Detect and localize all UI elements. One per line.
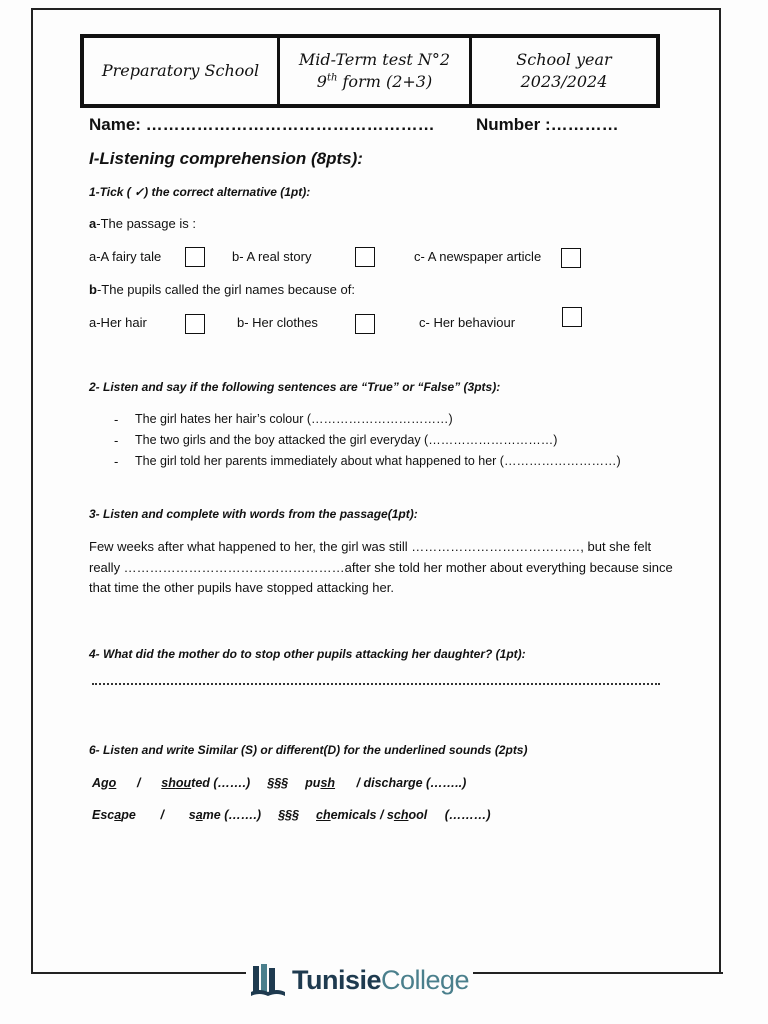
true-false-item-3: The girl told her parents immediately about what happened to her (………………………) [135, 454, 621, 468]
test-title: Mid-Term test N°2 [298, 50, 451, 70]
number-field: Number :………… [476, 115, 619, 134]
site-logo [246, 962, 473, 998]
option-1a-a: a-A fairy tale [89, 249, 162, 264]
completion-line-3: that time the other pupils have stopped attacking her. [89, 580, 394, 595]
name-field: Name: …………………………………………… [89, 115, 435, 134]
option-1a-c: c- A newspaper article [414, 249, 542, 264]
true-false-item-1: The girl hates her hair’s colour (……………………………) [135, 412, 453, 426]
school-name: Preparatory School [101, 61, 260, 81]
bullet-dash: - [114, 412, 119, 427]
option-1a-b: b- A real story [232, 249, 312, 264]
option-1b-b: b- Her clothes [237, 315, 318, 330]
completion-line-2: really ……………………………………………after she told her mother about everything because since [89, 560, 673, 575]
year-cell [472, 38, 656, 104]
book-icon [250, 962, 286, 998]
checkbox-1a-b[interactable] [355, 247, 375, 267]
question-4-title: 4- What did the mother do to stop other pupils attacking her daughter? (1pt): [89, 647, 526, 661]
question-1b-label: b-The pupils called the girl names because of: [89, 282, 355, 297]
true-false-item-2: The two girls and the boy attacked the girl everyday (…………………………) [135, 433, 558, 447]
sounds-row-1: Ago / shouted (…….) §§§ push / discharge (……..) [92, 776, 467, 790]
question-6-title: 6- Listen and write Similar (S) or different(D) for the underlined sounds (2pts) [89, 743, 528, 757]
answer-dotted-line [92, 683, 660, 685]
completion-line-1: Few weeks after what happened to her, the girl was still …………………………………, but she felt [89, 539, 652, 554]
section-title: I-Listening comprehension (8pts): [89, 149, 363, 168]
option-1b-c: c- Her behaviour [419, 315, 516, 330]
question-3-title: 3- Listen and complete with words from the passage(1pt): [89, 507, 418, 521]
checkbox-1b-a[interactable] [185, 314, 205, 334]
checkbox-1b-c[interactable] [562, 307, 582, 327]
question-1a-label: a-The passage is : [89, 216, 196, 231]
bullet-dash: - [114, 433, 119, 448]
form-label: 9th form (2+3) [316, 72, 433, 91]
option-1b-a: a-Her hair [89, 315, 147, 330]
header-table [80, 34, 660, 108]
sounds-row-2: Escape / same (…….) §§§ chemicals / school (………) [92, 808, 491, 822]
test-cell [280, 38, 472, 104]
bullet-dash: - [114, 454, 119, 469]
checkbox-1b-b[interactable] [355, 314, 375, 334]
school-cell [84, 38, 280, 104]
logo-text: TunisieCollege [292, 964, 470, 995]
year-label: School year [516, 50, 612, 70]
checkbox-1a-a[interactable] [185, 247, 205, 267]
year-value: 2023/2024 [520, 72, 608, 91]
checkbox-1a-c[interactable] [561, 248, 581, 268]
question-1-title: 1-Tick ( ✓) the correct alternative (1pt): [89, 185, 311, 199]
question-2-title: 2- Listen and say if the following sentences are “True” or “False” (3pts): [89, 380, 501, 394]
